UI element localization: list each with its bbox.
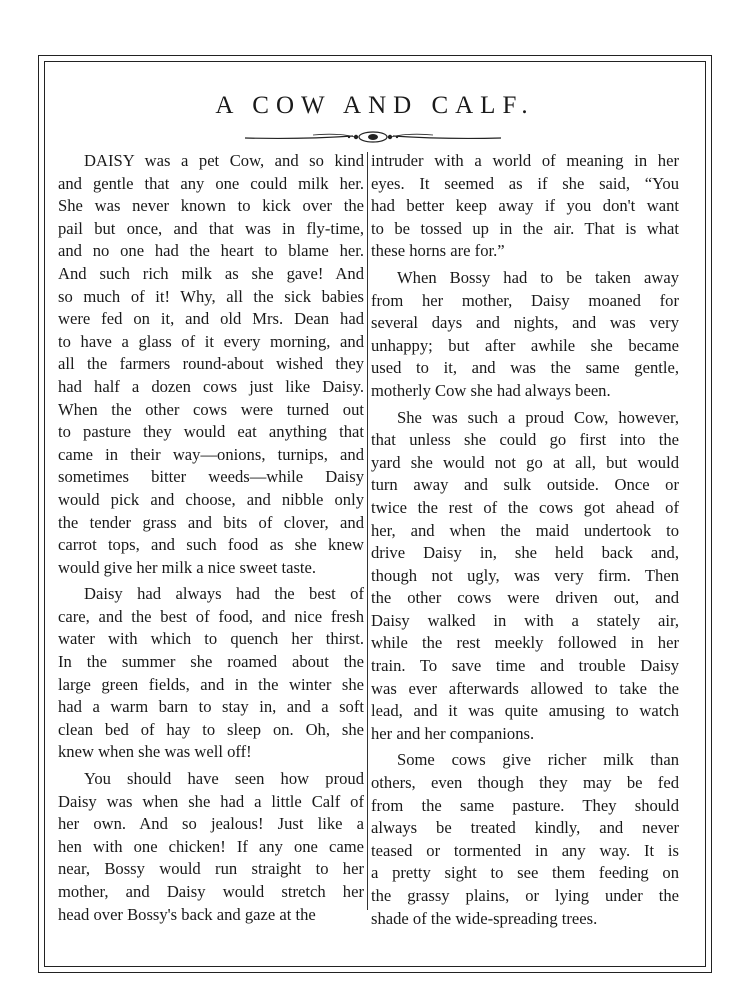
- text-line: motherly Cow she had always been.: [371, 380, 611, 400]
- text-line: mother, and Daisy would stretch her: [58, 882, 364, 901]
- text-line: care, and the best of food, and nice fresh: [58, 606, 364, 626]
- text-line: water with which to quench her thirst.: [58, 629, 364, 649]
- text-line: while the rest meekly followed in her: [371, 633, 679, 653]
- paragraph: [371, 749, 679, 930]
- text-line: from the same pasture. They should: [371, 795, 679, 815]
- text-line: shade of the wide-spreading trees.: [371, 908, 598, 928]
- text-line: the tender grass and bits of clover, and: [58, 512, 364, 532]
- text-line: She was never known to kick over the: [58, 196, 364, 216]
- text-line: several days and nights, and was very: [371, 313, 679, 333]
- text-line: were fed on it, and old Mrs. Dean had: [58, 309, 364, 329]
- text-line: came in their way—onions, turnips, and: [58, 444, 364, 464]
- column-divider: [367, 152, 368, 910]
- text-line: others, even though they may be fed: [371, 773, 679, 793]
- text-line: eyes. It seemed as if she said, “You: [371, 173, 679, 193]
- text-line: though not ugly, was very firm. Then: [371, 565, 679, 585]
- text-line: DAISY was a pet Cow, and so kind: [84, 151, 364, 170]
- text-line: her and her companions.: [371, 723, 535, 743]
- paragraph: [58, 150, 364, 579]
- text-line: When Bossy had to be taken away: [397, 267, 679, 287]
- text-line: and gentle that any one could milk her.: [58, 173, 364, 193]
- text-line: knew when she was well off!: [58, 742, 252, 762]
- text-line: was ever afterwards allowed to take the: [371, 678, 679, 698]
- text-line: the other cows were driven out, and: [371, 588, 679, 608]
- text-line: pail but once, and that was in fly-time,: [58, 218, 364, 238]
- paragraph: [371, 407, 679, 746]
- text-line: carrot tops, and such food as she knew: [58, 535, 364, 555]
- text-line: Daisy was when she had a little Calf of: [58, 791, 364, 811]
- text-line: a pretty sight to see them feeding on: [371, 863, 679, 883]
- text-line: and no one had the heart to blame her.: [58, 241, 364, 261]
- text-line: Some cows give richer milk than: [397, 750, 679, 770]
- text-line: When the other cows were turned out: [58, 399, 364, 419]
- right-column: [371, 150, 679, 930]
- text-line: She was such a proud Cow, however,: [397, 407, 679, 427]
- text-line: to have a glass of it every morning, and: [58, 331, 364, 351]
- text-line: drive Daisy in, she held back and,: [371, 543, 679, 563]
- text-line: yard she would not go at all, but would: [371, 452, 679, 472]
- text-line: train. To save time and trouble Daisy: [371, 656, 679, 676]
- text-line: twice the rest of the cows got ahead of: [371, 497, 679, 517]
- text-line: to pasture they would eat anything that: [58, 422, 364, 442]
- text-line: would give her milk a nice sweet taste.: [58, 557, 317, 577]
- text-line: had a warm barn to stay in, and a soft: [58, 697, 364, 717]
- text-line: would pick and choose, and nibble only: [58, 489, 364, 509]
- text-line: clean bed of hay to sleep on. Oh, she: [58, 719, 364, 739]
- paragraph: [58, 583, 364, 764]
- text-line: her, and when the maid undertook to: [371, 520, 679, 540]
- text-line: near, Bossy would run straight to her: [58, 859, 364, 879]
- paragraph: [371, 267, 679, 403]
- text-line: intruder with a world of meaning in her: [371, 151, 679, 170]
- text-line: You should have seen how proud: [84, 769, 364, 789]
- text-line: And such rich milk as she gave! And: [58, 263, 364, 283]
- text-line: her own. And so jealous! Just like a: [58, 814, 364, 834]
- article-title: A COW AND CALF.: [215, 92, 535, 119]
- paragraph: [58, 768, 364, 926]
- title-ornament: [243, 130, 503, 144]
- text-line: always be treated kindly, and never: [371, 818, 679, 838]
- text-line: In the summer she roamed about the: [58, 652, 364, 672]
- text-line: all the farmers round-about wished they: [58, 354, 364, 374]
- text-line: the grassy plains, or lying under the: [371, 886, 679, 905]
- text-line: that unless she could go first into the: [371, 430, 679, 450]
- text-line: to be tossed up in the air. That is what: [371, 218, 679, 238]
- text-line: head over Bossy's back and gaze at the: [58, 904, 316, 924]
- text-line: sometimes bitter weeds—while Daisy: [58, 467, 364, 487]
- left-column: [58, 150, 364, 926]
- text-line: large green fields, and in the winter she: [58, 674, 364, 694]
- text-line: had better keep away if you don't want: [371, 196, 679, 216]
- text-line: unhappy; but after awhile she became: [371, 335, 679, 355]
- text-line: Daisy had always had the best of: [84, 584, 364, 604]
- text-line: teased or tormented in any way. It is: [371, 840, 679, 860]
- text-line: lead, and it was quite amusing to watch: [371, 701, 679, 721]
- text-line: so much of it! Why, all the sick babies: [58, 286, 364, 306]
- text-line: turn away and sulk outside. Once or: [371, 475, 679, 495]
- text-line: had half a dozen cows just like Daisy.: [58, 376, 364, 396]
- text-line: Daisy walked in with a stately air,: [371, 610, 679, 630]
- text-line: used to it, and was the same gentle,: [371, 358, 679, 378]
- text-line: these horns are for.”: [371, 241, 505, 261]
- text-line: hen with one chicken! If any one came: [58, 836, 364, 856]
- paragraph: [371, 150, 679, 263]
- text-line: from her mother, Daisy moaned for: [371, 290, 679, 310]
